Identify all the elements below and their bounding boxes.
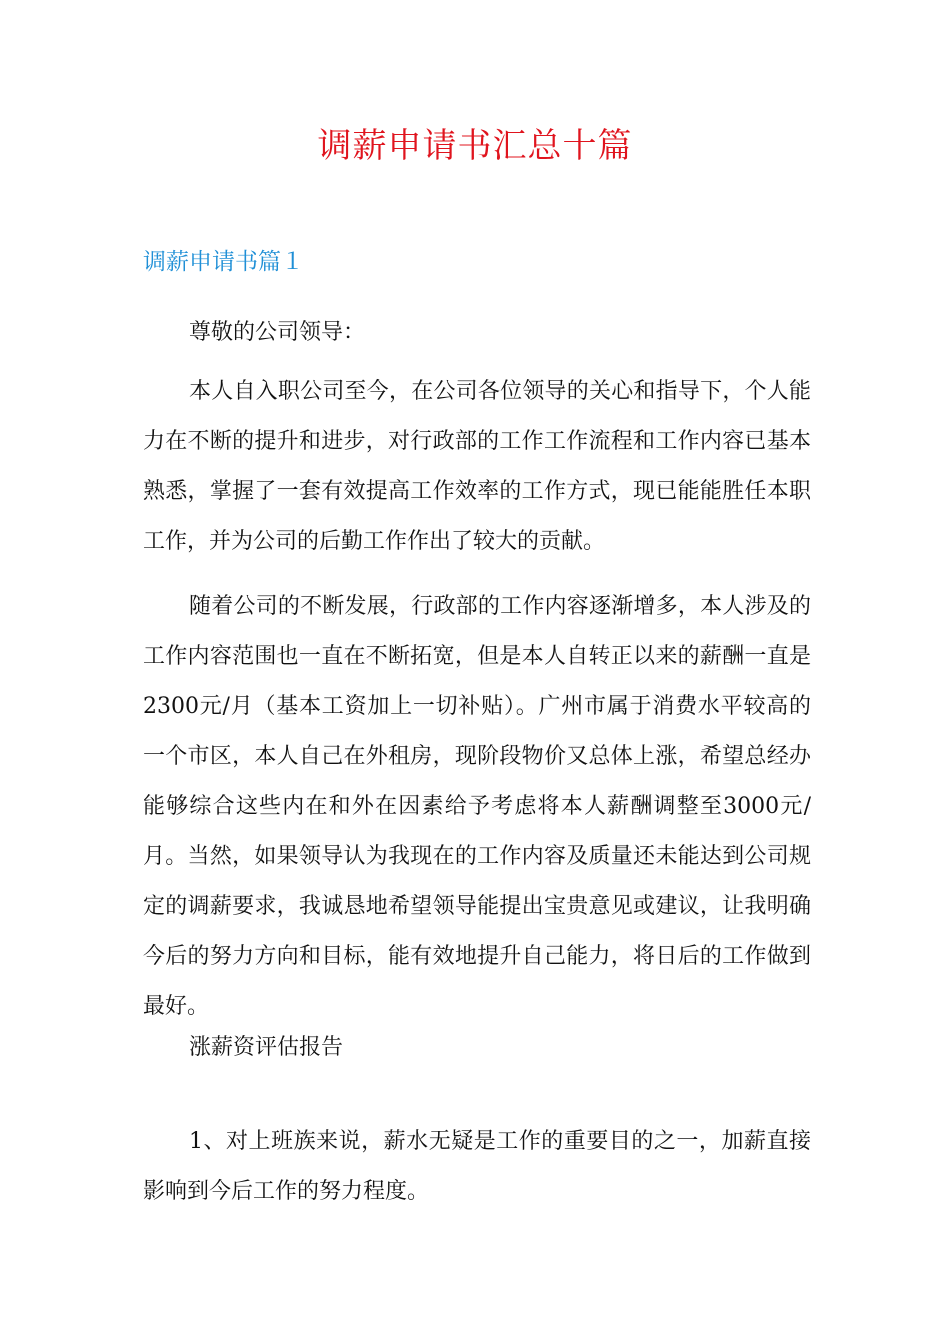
report-title: 涨薪资评估报告 <box>189 1035 344 1060</box>
section-heading: 调薪申请书篇１ <box>143 249 304 275</box>
body-paragraph-3: 1、对上班族来说，薪水无疑是工作的重要目的之一，加薪直接影响到今后工作的努力程度。 <box>143 1129 811 1204</box>
document-title: 调薪申请书汇总十篇 <box>317 126 633 166</box>
body-paragraph-2: 随着公司的不断发展，行政部的工作内容逐渐增多，本人涉及的工作内容范围也一直在不断拓宽，但是本人自转正以来的薪酬一直是2300元/月（基本工资加上一切补贴）。广州市属于消费水平较高的一个市区，本人自己在外租房，现阶段物价又总体上涨，希望总经办能够综合这些内在和外在因素给予考虑将本人薪酬调整至3000元/月。当然，如果领导认为我现在的工作内容及质量还未能达到公司规定的调薪要求，我诚恳地希望领导能提出宝贵意见或建议，让我明确今后的努力方向和目标，能有效地提升自己能力，将日后的工作做到最好。 <box>143 594 811 1019</box>
greeting-line: 尊敬的公司领导： <box>189 320 366 345</box>
body-paragraph-1: 本人自入职公司至今，在公司各位领导的关心和指导下，个人能力在不断的提升和进步，对行政部的工作工作流程和工作内容已基本熟悉，掌握了一套有效提高工作效率的工作方式，现已能能胜任本职工作，并为公司的后勤工作作出了较大的贡献。 <box>143 379 811 554</box>
